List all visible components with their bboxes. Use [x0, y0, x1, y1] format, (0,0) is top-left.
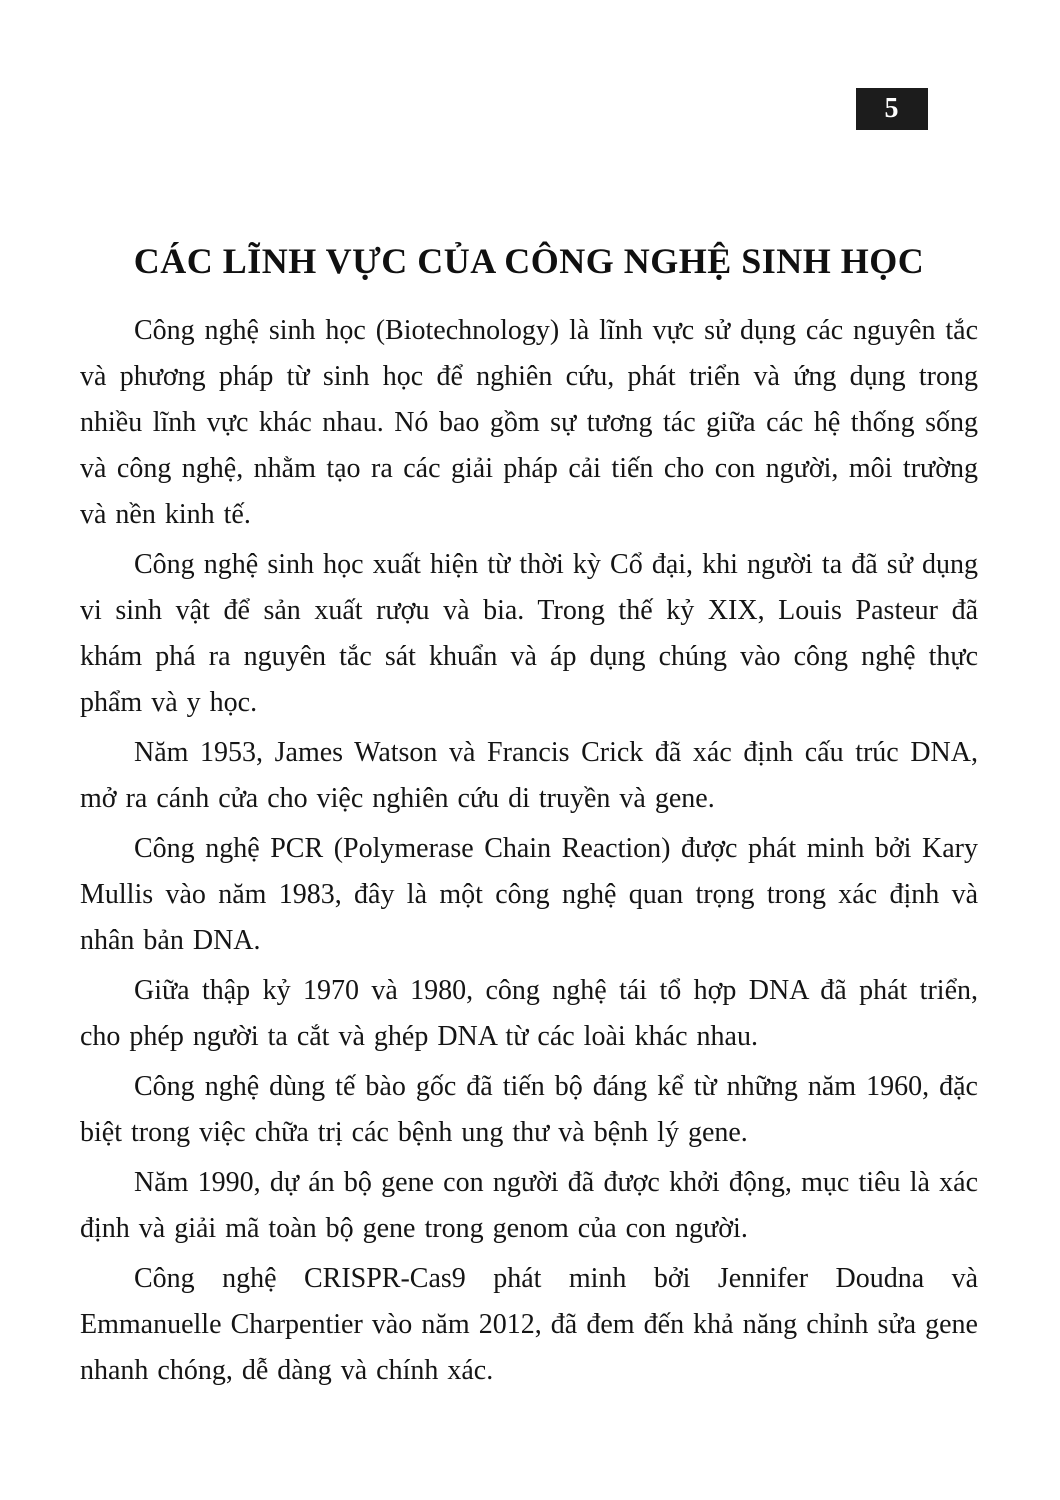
page-number-badge	[856, 88, 928, 130]
paragraph: Công nghệ PCR (Polymerase Chain Reaction) được phát minh bởi Kary Mullis vào năm 1983, đây là một công nghệ quan trọng trong xác định và nhân bản DNA.	[80, 833, 978, 956]
paragraph: Năm 1990, dự án bộ gene con người đã được khởi động, mục tiêu là xác định và giải mã toàn bộ gene trong genom của con người.	[80, 1167, 978, 1244]
page-number: 5	[884, 93, 900, 124]
paragraph: Công nghệ dùng tế bào gốc đã tiến bộ đáng kể từ những năm 1960, đặc biệt trong việc chữa trị các bệnh ung thư và bệnh lý gene.	[80, 1071, 978, 1148]
paragraph: Giữa thập kỷ 1970 và 1980, công nghệ tái tổ hợp DNA đã phát triển, cho phép người ta cắt và ghép DNA từ các loài khác nhau.	[80, 975, 978, 1052]
page-title: CÁC LĨNH VỰC CỦA CÔNG NGHỆ SINH HỌC	[133, 241, 925, 281]
paragraph: Năm 1953, James Watson và Francis Crick đã xác định cấu trúc DNA, mở ra cánh cửa cho việc nghiên cứu di truyền và gene.	[80, 737, 978, 814]
paragraph: Công nghệ CRISPR-Cas9 phát minh bởi Jennifer Doudna và Emmanuelle Charpentier vào năm 2012, đã đem đến khả năng chỉnh sửa gene nhanh chóng, dễ dàng và chính xác.	[80, 1263, 978, 1386]
paragraph: Công nghệ sinh học (Biotechnology) là lĩnh vực sử dụng các nguyên tắc và phương pháp từ sinh học để nghiên cứu, phát triển và ứng dụng trong nhiều lĩnh vực khác nhau. Nó bao gồm sự tương tác giữa các hệ thống sống và công nghệ, nhằm tạo ra các giải pháp cải tiến cho con người, môi trường và nền kinh tế.	[80, 315, 978, 530]
body-text	[80, 308, 978, 1394]
paragraph: Công nghệ sinh học xuất hiện từ thời kỳ Cổ đại, khi người ta đã sử dụng vi sinh vật để sản xuất rượu và bia. Trong thế kỷ XIX, Louis Pasteur đã khám phá ra nguyên tắc sát khuẩn và áp dụng chúng vào công nghệ thực phẩm và y học.	[80, 549, 978, 718]
